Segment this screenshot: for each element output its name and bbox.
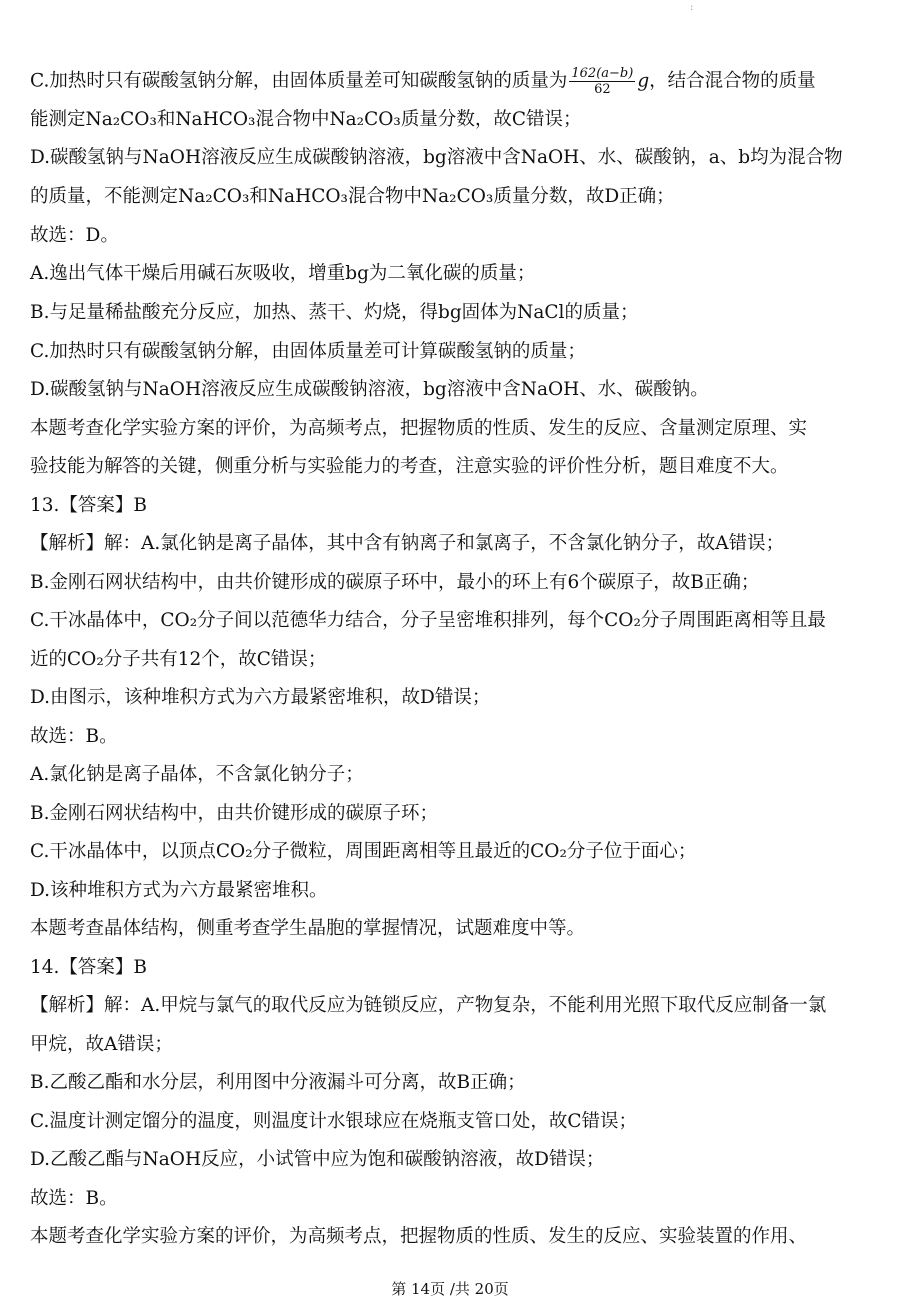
text-line: B.乙酸乙酯和水分层，利用图中分液漏斗可分离，故B正确； (30, 1072, 526, 1093)
text-line: D.碳酸氢钠与NaOH溶液反应生成碳酸钠溶液，bg溶液中含NaOH、水、碳酸钠。 (30, 379, 709, 400)
text-line: 本题考查晶体结构，侧重考查学生晶胞的掌握情况，试题难度中等。 (30, 918, 586, 939)
text-line: 的质量，不能测定Na₂CO₃和NaHCO₃混合物中Na₂CO₃质量分数，故D正确； (30, 186, 675, 207)
text-line: 近的CO₂分子共有12个，故C错误； (30, 649, 327, 670)
fraction-unit: g (637, 70, 650, 92)
text-line: C.干冰晶体中，以顶点CO₂分子微粒，周围距离相等且最近的CO₂分子位于面心； (30, 841, 697, 862)
text-line-1 (30, 66, 816, 97)
text-line: C.加热时只有碳酸氢钠分解，由固体质量差可计算碳酸氢钠的质量； (30, 341, 586, 362)
text-line: 故选：B。 (30, 726, 118, 747)
text-line: C.干冰晶体中，CO₂分子间以范德华力结合，分子呈密堆积排列，每个CO₂分子周围距离相等且最 (30, 610, 826, 631)
text-segment: ，结合混合物的质量 (649, 70, 816, 92)
text-line: 故选：D。 (30, 225, 119, 246)
top-mark: : (690, 2, 694, 13)
text-line: A.逸出气体干燥后用碱石灰吸收，增重bg为二氧化碳的质量； (30, 263, 536, 284)
text-line: 【解析】解：A.甲烷与氯气的取代反应为链锁反应，产物复杂，不能利用光照下取代反应制备一氯 (30, 995, 827, 1016)
text-line: 能测定Na₂CO₃和NaHCO₃混合物中Na₂CO₃质量分数，故C错误； (30, 109, 582, 130)
text-line: D.乙酸乙酯与NaOH反应，小试管中应为饱和碳酸钠溶液，故D错误； (30, 1149, 605, 1170)
fraction (569, 66, 635, 97)
text-line: B.与足量稀盐酸充分反应，加热、蒸干、灼烧，得bg固体为NaCl的质量； (30, 302, 639, 323)
text-line: 甲烷，故A错误； (30, 1034, 173, 1055)
text-line: D.碳酸氢钠与NaOH溶液反应生成碳酸钠溶液，bg溶液中含NaOH、水、碳酸钠，a、b均为混合物 (30, 147, 843, 168)
answer-heading-14: 14.【答案】B (30, 957, 148, 978)
text-line: 本题考查化学实验方案的评价，为高频考点，把握物质的性质、发生的反应、实验装置的作用、 (30, 1226, 808, 1247)
text-line: 【解析】解：A.氯化钠是离子晶体，其中含有钠离子和氯离子，不含氯化钠分子，故A错误； (30, 533, 785, 554)
text-line: A.氯化钠是离子晶体，不含氯化钠分子； (30, 764, 364, 785)
text-line: C.温度计测定馏分的温度，则温度计水银球应在烧瓶支管口处，故C错误； (30, 1111, 638, 1132)
fraction-numerator: 162(a−b) (571, 66, 634, 81)
answer-heading-13: 13.【答案】B (30, 495, 148, 516)
text-segment: C.加热时只有碳酸氢钠分解，由固体质量差可知碳酸氢钠的质量为 (30, 70, 568, 92)
text-line: 验技能为解答的关键，侧重分析与实验能力的考查，注意实验的评价性分析，题目难度不大。 (30, 456, 789, 477)
text-line: 本题考查化学实验方案的评价，为高频考点，把握物质的性质、发生的反应、含量测定原理、实 (30, 418, 808, 439)
page-footer: 第 14页 /共 20页 (391, 1280, 509, 1298)
text-line: 故选：B。 (30, 1188, 118, 1209)
text-line: B.金刚石网状结构中，由共价键形成的碳原子环中，最小的环上有6个碳原子，故B正确； (30, 572, 760, 593)
fraction-denominator: 62 (594, 82, 611, 97)
document-page (30, 0, 880, 1315)
text-line: B.金刚石网状结构中，由共价键形成的碳原子环； (30, 803, 438, 824)
text-line: D.由图示，该种堆积方式为六方最紧密堆积，故D错误； (30, 687, 491, 708)
text-line: D.该种堆积方式为六方最紧密堆积。 (30, 880, 328, 901)
